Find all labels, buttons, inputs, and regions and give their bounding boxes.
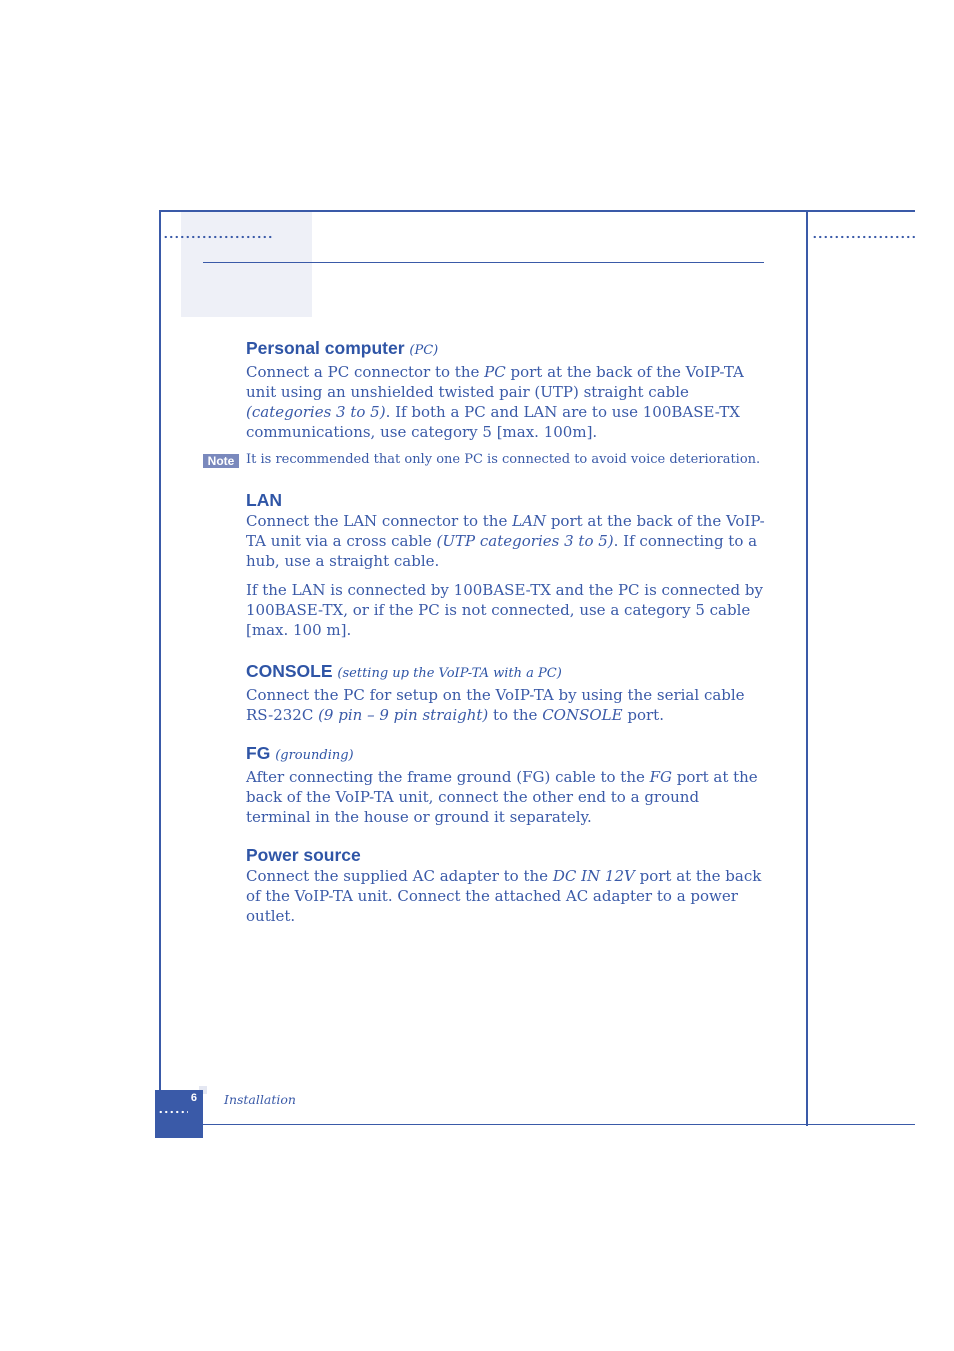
heading-text: LAN	[246, 490, 282, 510]
italic-run: LAN	[512, 512, 547, 530]
italic-run: (9 pin – 9 pin straight)	[318, 706, 489, 724]
italic-run: DC IN 12V	[552, 867, 635, 885]
italic-run: (UTP categories 3 to 5)	[436, 532, 614, 550]
text-run: Connect a PC connector to the	[246, 363, 485, 381]
text-run: . If both a PC and LAN are to use 100BASE-TX communications, use category 5 [max. 100m].	[246, 403, 740, 441]
text-run: port at the back of the VoIP-TA unit via a cross cable	[246, 512, 765, 550]
text-run: Connect the PC for setup on the VoIP-TA by using the serial cable RS-232C	[246, 686, 745, 724]
dotted-leader-right	[812, 235, 915, 239]
note-badge: Note	[203, 454, 239, 468]
heading-subtitle: (setting up the VoIP-TA with a PC)	[337, 666, 562, 681]
italic-run: FG	[649, 768, 673, 786]
frame-top-rule	[159, 210, 915, 212]
text-run: . If connecting to a hub, use a straight cable.	[246, 532, 758, 570]
section-fg	[246, 742, 766, 827]
paragraph	[246, 866, 766, 926]
heading-text: Power source	[246, 845, 361, 865]
paragraph	[246, 767, 766, 827]
frame-bottom-rule	[203, 1124, 915, 1125]
text-run: to the	[488, 706, 543, 724]
paragraph	[246, 685, 766, 725]
paragraph	[246, 511, 766, 571]
section-heading	[246, 742, 766, 767]
frame-right-rule	[806, 210, 808, 1126]
text-run: port.	[622, 706, 664, 724]
text-run: If the LAN is connected by 100BASE-TX and the PC is connected by 100BASE-TX, or if the PC is not connected, use a category 5 cable [max. 100 m].	[246, 581, 763, 639]
text-run: Connect the supplied AC adapter to the	[246, 867, 553, 885]
page-tab-dots	[158, 1110, 188, 1114]
italic-run: (categories 3 to 5)	[246, 403, 386, 421]
section-heading	[246, 844, 766, 866]
dotted-leader-left	[163, 235, 273, 239]
text-run: Connect the LAN connector to the	[246, 512, 513, 530]
section-console	[246, 660, 766, 725]
note-text: It is recommended that only one PC is connected to avoid voice deterioration.	[246, 452, 761, 467]
section-heading	[246, 337, 766, 362]
italic-run: PC	[484, 363, 506, 381]
heading-subtitle: (grounding)	[275, 748, 354, 763]
heading-text: FG	[246, 743, 271, 763]
heading-subtitle: (PC)	[409, 343, 439, 358]
section-lan	[246, 489, 766, 640]
header-rule	[203, 262, 764, 263]
section-power	[246, 844, 766, 926]
text-run: After connecting the frame ground (FG) cable to the	[246, 768, 650, 786]
paragraph	[246, 362, 766, 442]
heading-text: Personal computer	[246, 338, 405, 358]
text-run: port at the back of the VoIP-TA unit. Connect the attached AC adapter to a power outlet.	[246, 867, 762, 925]
frame-left-rule	[159, 210, 161, 1126]
section-heading	[246, 489, 766, 511]
paragraph	[246, 580, 766, 640]
heading-text: CONSOLE	[246, 661, 333, 681]
header-shade-block	[181, 212, 312, 317]
italic-run: CONSOLE	[542, 706, 623, 724]
page-number: 6	[190, 1092, 197, 1104]
section-heading	[246, 660, 766, 685]
text-run: port at the back of the VoIP-TA unit, connect the other end to a ground terminal in the house or ground it separately.	[246, 768, 758, 826]
footer-section-label: Installation	[224, 1092, 296, 1107]
section-pc	[246, 337, 766, 442]
text-run: port at the back of the VoIP-TA unit using an unshielded twisted pair (UTP) straight cable	[246, 363, 744, 401]
